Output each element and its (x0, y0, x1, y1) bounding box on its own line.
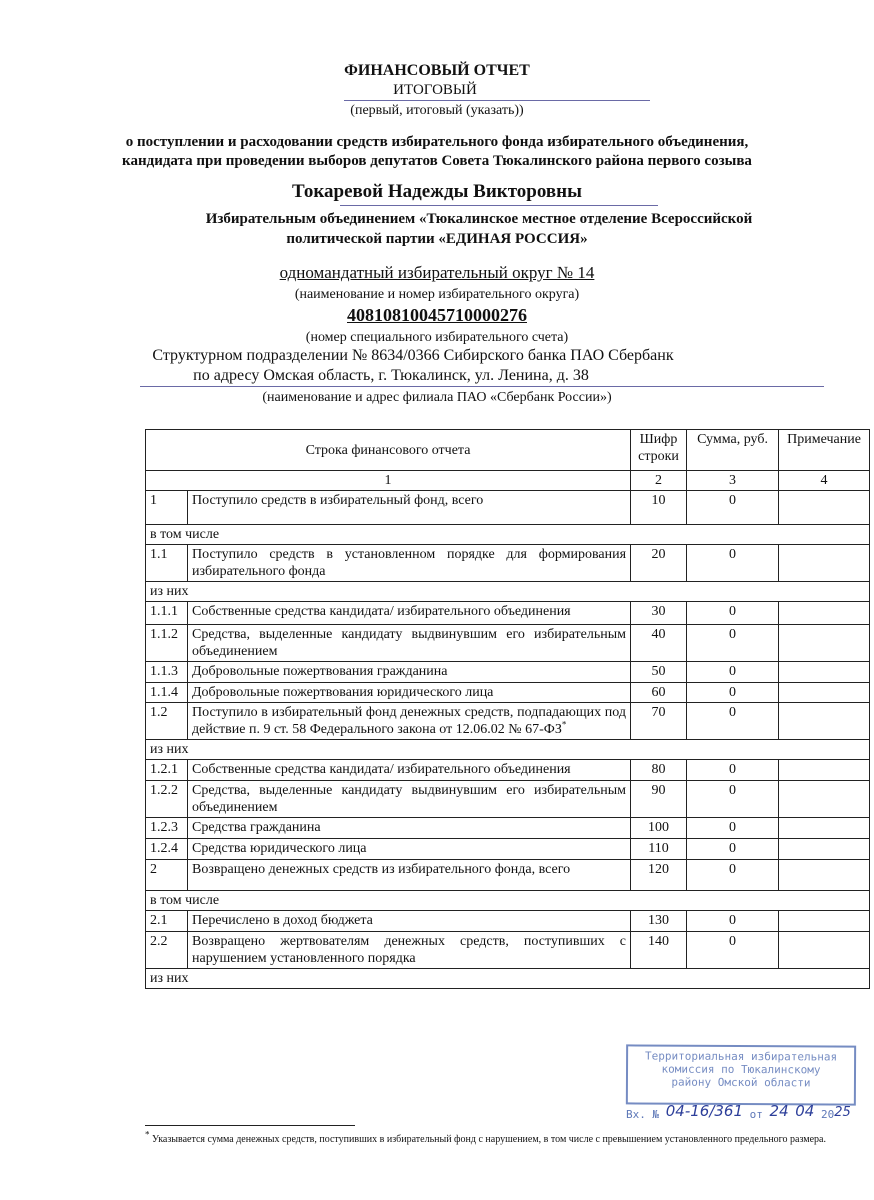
row-label-text: Поступило средств в избирательный фонд, всего (192, 493, 484, 508)
row-label (188, 683, 631, 703)
stamp-line2: комиссия по Тюкалинскому (661, 1062, 821, 1077)
subheading-label: из них (146, 969, 870, 989)
row-code: 10 (631, 491, 687, 525)
row-label-text: Средства, выделенные кандидату выдвинувшим его избирательным объединением (192, 783, 627, 815)
row-label (188, 932, 631, 969)
row-number: 1.2 (146, 703, 188, 740)
row-sum: 0 (687, 860, 779, 891)
row-label-text: Собственные средства кандидата/ избирательного объединения (192, 762, 571, 777)
row-label-text: Добровольные пожертвования гражданина (192, 664, 448, 679)
table-row (146, 683, 870, 703)
row-number: 2.1 (146, 911, 188, 932)
row-label-text: Средства, выделенные кандидату выдвинувшим его избирательным объединением (192, 627, 627, 659)
row-code: 40 (631, 625, 687, 662)
row-number: 1.1.3 (146, 662, 188, 683)
table-row (146, 662, 870, 683)
report-type-hint: (первый, итоговый (указать)) (350, 103, 524, 118)
stamp-suffix: 20 (820, 1108, 835, 1121)
report-type: ИТОГОВЫЙ (393, 82, 477, 98)
row-code: 80 (631, 760, 687, 781)
bank-underline (140, 386, 824, 387)
row-note (779, 911, 870, 932)
row-label-text: Поступило средств в установленном порядке для формирования избирательного фонда (192, 547, 627, 579)
table-row (146, 839, 870, 860)
row-note (779, 839, 870, 860)
row-label-text: Средства гражданина (192, 820, 321, 835)
row-note (779, 683, 870, 703)
report-subject-line2: кандидата при проведении выборов депутатов Совета Тюкалинского района первого созыва (122, 153, 752, 169)
column-numbers-row (146, 471, 870, 491)
row-code: 120 (631, 860, 687, 891)
header-code: Шифр строки (631, 430, 687, 471)
row-note (779, 860, 870, 891)
row-number: 1.1 (146, 545, 188, 582)
row-sum: 0 (687, 545, 779, 582)
row-label-text: Возвращено жертвователям денежных средств, поступивших с нарушением установленного порядка (192, 934, 627, 966)
header-note: Примечание (779, 430, 870, 471)
bank-line2: по адресу Омская область, г. Тюкалинск, ул. Ленина, д. 38 (193, 367, 589, 384)
stamp-middle: от (749, 1108, 763, 1121)
account-number: 40810810045710000276 (347, 305, 527, 325)
party-line2: политической партии «ЕДИНАЯ РОССИЯ» (286, 231, 588, 247)
header-row-label: Строка финансового отчета (146, 430, 631, 471)
row-note (779, 662, 870, 683)
table-row (146, 932, 870, 969)
row-label-text: Средства юридического лица (192, 841, 367, 856)
stamp-hand-day: 24 (769, 1102, 789, 1120)
row-number: 1.1.2 (146, 625, 188, 662)
party-line1: Избирательным объединением «Тюкалинское местное отделение Всероссийской (205, 211, 753, 227)
row-sum: 0 (687, 683, 779, 703)
row-label (188, 818, 631, 839)
row-sum: 0 (687, 911, 779, 932)
subheading-label: в том числе (146, 891, 870, 911)
footnote-mark: * (145, 1129, 150, 1140)
table-row (146, 703, 870, 740)
col-number-2: 2 (631, 471, 687, 491)
row-label-text: Добровольные пожертвования юридического лица (192, 685, 494, 700)
row-note (779, 932, 870, 969)
table-subheading-row (146, 740, 870, 760)
row-number: 2.2 (146, 932, 188, 969)
row-code: 130 (631, 911, 687, 932)
row-label-text: Возвращено денежных средств из избирательного фонда, всего (192, 862, 571, 877)
row-sum: 0 (687, 839, 779, 860)
row-label (188, 781, 631, 818)
footnote (145, 1129, 855, 1146)
report-subject-line1: о поступлении и расходовании средств избирательного фонда избирательного объединения, (125, 134, 749, 150)
row-code: 90 (631, 781, 687, 818)
row-code: 30 (631, 602, 687, 625)
table-subheading-row (146, 582, 870, 602)
row-label-text: Поступило в избирательный фонд денежных средств, подпадающих под действие п. 9 ст. 58 Федерального закона от 12.06.02 № 67-ФЗ (192, 705, 627, 737)
table-row (146, 781, 870, 818)
stamp-hand-year: 25 (834, 1105, 851, 1120)
row-code: 70 (631, 703, 687, 740)
row-note (779, 703, 870, 740)
row-sum: 0 (687, 625, 779, 662)
row-number: 1.2.1 (146, 760, 188, 781)
row-note (779, 602, 870, 625)
report-title: ФИНАНСОВЫЙ ОТЧЕТ (344, 62, 530, 79)
footnote-text: Указывается сумма денежных средств, поступивших в избирательный фонд с нарушением, в том числе с превышением установленного предельного размера. (152, 1134, 826, 1145)
table-subheading-row (146, 969, 870, 989)
subheading-label: из них (146, 740, 870, 760)
row-label (188, 760, 631, 781)
row-label (188, 602, 631, 625)
table-subheading-row (146, 891, 870, 911)
bank-hint: (наименование и адрес филиала ПАО «Сбербанк России») (262, 390, 612, 405)
table-row (146, 602, 870, 625)
district-hint: (наименование и номер избирательного округа) (294, 287, 580, 302)
row-sum: 0 (687, 662, 779, 683)
row-label (188, 860, 631, 891)
col-number-4: 4 (779, 471, 870, 491)
row-number: 1.2.2 (146, 781, 188, 818)
stamp-line3: району Омской области (671, 1075, 811, 1090)
footnote-separator (145, 1125, 355, 1126)
row-number: 1 (146, 491, 188, 525)
row-note (779, 781, 870, 818)
registration-stamp (626, 1044, 856, 1105)
row-sum: 0 (687, 932, 779, 969)
table-row (146, 818, 870, 839)
row-footnote-mark: * (561, 719, 567, 730)
district-name: одномандатный избирательный округ № 14 (279, 263, 595, 282)
row-note (779, 760, 870, 781)
row-label (188, 662, 631, 683)
table-row (146, 760, 870, 781)
candidate-name: Токаревой Надежды Викторовны (292, 181, 582, 202)
row-note (779, 545, 870, 582)
row-note (779, 625, 870, 662)
row-code: 140 (631, 932, 687, 969)
row-code: 60 (631, 683, 687, 703)
row-number: 1.1.1 (146, 602, 188, 625)
row-note (779, 818, 870, 839)
row-label (188, 839, 631, 860)
row-sum: 0 (687, 602, 779, 625)
subheading-label: из них (146, 582, 870, 602)
type-underline (344, 100, 650, 101)
row-note (779, 491, 870, 525)
table-row (146, 491, 870, 525)
row-number: 2 (146, 860, 188, 891)
row-label (188, 911, 631, 932)
row-number: 1.2.3 (146, 818, 188, 839)
col-number-3: 3 (687, 471, 779, 491)
table-row (146, 545, 870, 582)
subheading-label: в том числе (146, 525, 870, 545)
stamp-line1: Территориальная избирательная (645, 1049, 838, 1064)
table-row (146, 860, 870, 891)
row-sum: 0 (687, 818, 779, 839)
row-label-text: Перечислено в доход бюджета (192, 913, 373, 928)
row-label (188, 491, 631, 525)
stamp-prefix: Вх. № (626, 1108, 660, 1121)
account-hint: (номер специального избирательного счета) (305, 330, 569, 345)
row-label (188, 625, 631, 662)
financial-table (145, 429, 870, 989)
row-sum: 0 (687, 703, 779, 740)
stamp-hand-month: 04 (795, 1102, 815, 1120)
row-label (188, 545, 631, 582)
table-row (146, 625, 870, 662)
candidate-underline (340, 205, 658, 206)
table-row (146, 911, 870, 932)
stamp-registration-line (626, 1104, 856, 1122)
row-number: 1.1.4 (146, 683, 188, 703)
col-number-1: 1 (146, 471, 631, 491)
header-sum: Сумма, руб. (687, 430, 779, 471)
row-label (188, 703, 631, 740)
bank-line1: Структурном подразделении № 8634/0366 Сибирского банка ПАО Сбербанк (152, 347, 674, 364)
row-sum: 0 (687, 781, 779, 818)
row-code: 50 (631, 662, 687, 683)
row-code: 110 (631, 839, 687, 860)
row-sum: 0 (687, 760, 779, 781)
row-sum: 0 (687, 491, 779, 525)
stamp-hand-number: 04-16/361 (665, 1102, 744, 1120)
row-code: 20 (631, 545, 687, 582)
table-header-row (146, 430, 870, 471)
row-label-text: Собственные средства кандидата/ избирательного объединения (192, 604, 571, 619)
row-code: 100 (631, 818, 687, 839)
table-subheading-row (146, 525, 870, 545)
row-number: 1.2.4 (146, 839, 188, 860)
